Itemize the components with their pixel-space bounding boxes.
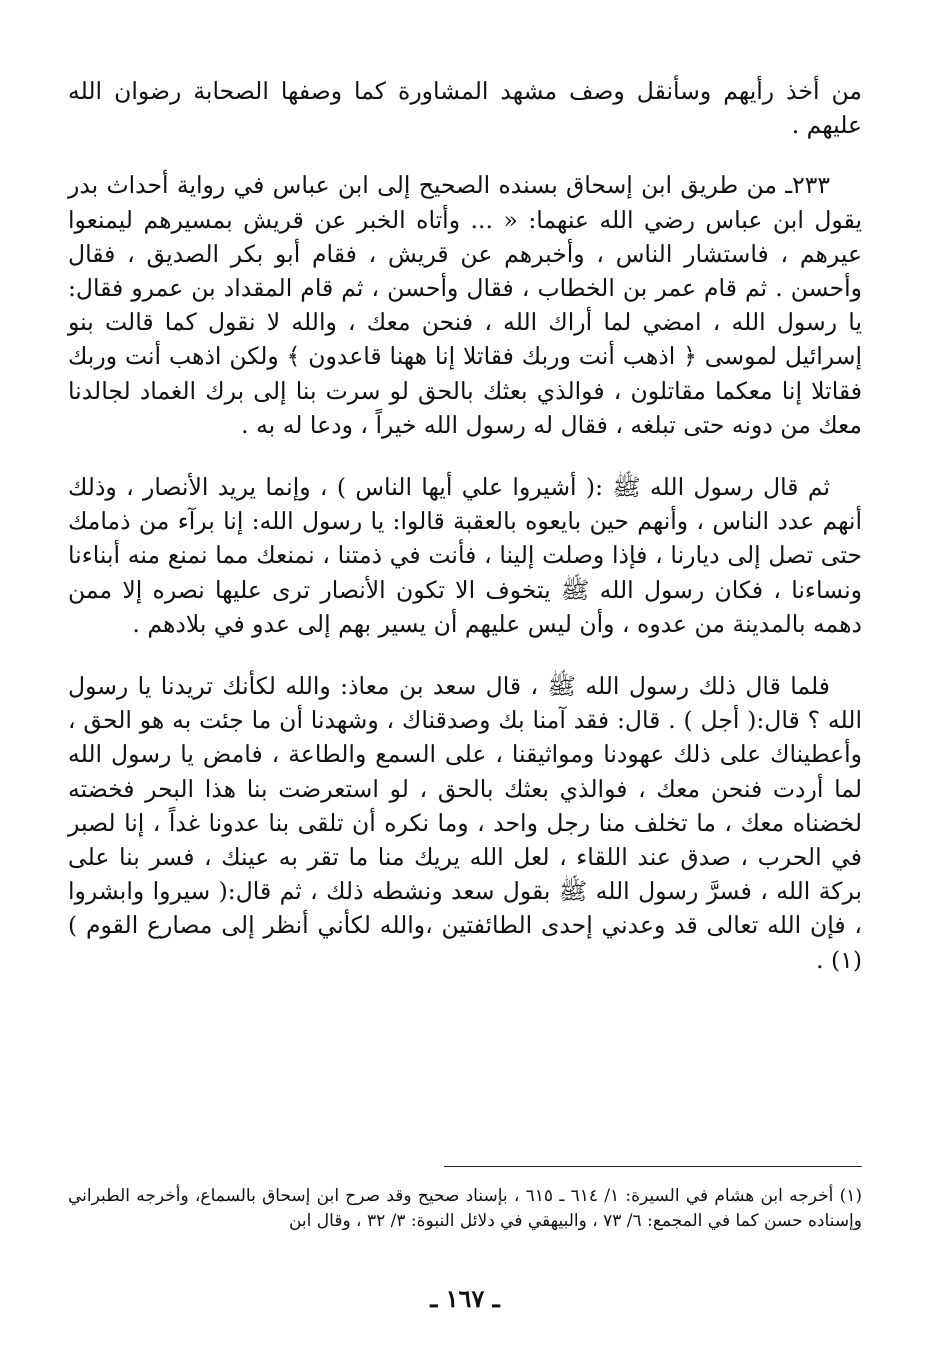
book-page — [68, 74, 862, 1355]
paragraph-intro — [68, 74, 862, 142]
paragraph-text: ثم قال رسول الله ﷺ :( أشيروا علي أيها الناس ) ، وإنما يريد الأنصار ، وذلك أنهم عدد الناس ، وأنهم حين بايعوه بالعقبة قالوا: يا رسول الله: إنا برآء من ذمامك حتى تصل إلى ديارنا ، فإذا وصلت إلينا ، فأنت في ذمتنا ، نمنعك مما نمنع منه أبناءنا ونساءنا ، فكان رسول الله ﷺ يتخوف الا تكون الأنصار ترى عليها نصره إلا ممن دهمه بالمدينة من عدوه ، وأن ليس عليهم أن يسير بهم إلى عدو في بلادهم . — [68, 473, 862, 638]
page-number: ـ ١٦٧ ـ — [430, 1284, 500, 1313]
paragraph-text: من أخذ رأيهم وسأنقل وصف مشهد المشاورة كما وصفها الصحابة رضوان الله عليهم . — [68, 77, 862, 140]
paragraph-consultation — [68, 470, 862, 641]
footnote-divider — [444, 1166, 862, 1167]
paragraph-saad-response — [68, 669, 862, 977]
paragraph-text: ٢٣٣ـ من طريق ابن إسحاق بسنده الصحيح إلى ابن عباس في رواية أحداث بدر يقول ابن عباس رضي الله عنهما: « ... وأتاه الخبر عن قريش بمسيرهم ليمنعوا عيرهم ، فاستشار الناس ، وأخبرهم عن قريش ، فقام أبو بكر الصديق ، فقال وأحسن . ثم قام عمر بن الخطاب ، فقال وأحسن ، ثم قام المقداد بن عمرو فقال: يا رسول الله ، امضي لما أراك الله ، فنحن معك ، والله لا نقول كما قالت بنو إسرائيل لموسى ﴿ اذهب أنت وربك فقاتلا إنا ههنا قاعدون ﴾ ولكن اذهب أنت وربك فقاتلا إنا معكما مقاتلون ، فوالذي بعثك بالحق لو سرت بنا إلى برك الغماد لجالدنا معك من دونه حتى تبلغه ، فقال له رسول الله خيراً ، ودعا له به . — [68, 171, 862, 439]
paragraph-hadith-233 — [68, 168, 862, 442]
footnote-text: (١) أخرجه ابن هشام في السيرة: ١/ ٦١٤ ـ ٦١٥ ، بإسناد صحيح وقد صرح ابن إسحاق بالسماع، وأخرجه الطبراني وإسناده حسن كما في المجمع: ٦/ ٧٣ ، والبيهقي في دلائل النبوة: ٣/ ٣٢ ، وقال ابن — [68, 1186, 863, 1231]
paragraph-text: فلما قال ذلك رسول الله ﷺ ، قال سعد بن معاذ: والله لكأنك تريدنا يا رسول الله ؟ قال:( أجل ) . قال: فقد آمنا بك وصدقناك ، وشهدنا أن ما جئت به هو الحق ، وأعطيناك على ذلك عهودنا ومواثيقنا ، على السمع والطاعة ، فامض يا رسول الله لما أردت فنحن معك ، فوالذي بعثك بالحق ، لو استعرضت بنا هذا البحر فخضته لخضناه معك ، ما تخلف منا رجل واحد ، وما نكره أن تلقى بنا عدونا غداً ، إنا لصبر في الحرب ، صدق عند اللقاء ، لعل الله يريك منا ما تقر به عينك ، فسر بنا على بركة الله ، فسرَّ رسول الله ﷺ بقول سعد ونشطه ذلك ، ثم قال:( سيروا وابشروا ، فإن الله تعالى قد وعدني إحدى الطائفتين ،والله لكأني أنظر إلى مصارع القوم ) (١) . — [68, 672, 862, 974]
footnote — [68, 1184, 862, 1234]
